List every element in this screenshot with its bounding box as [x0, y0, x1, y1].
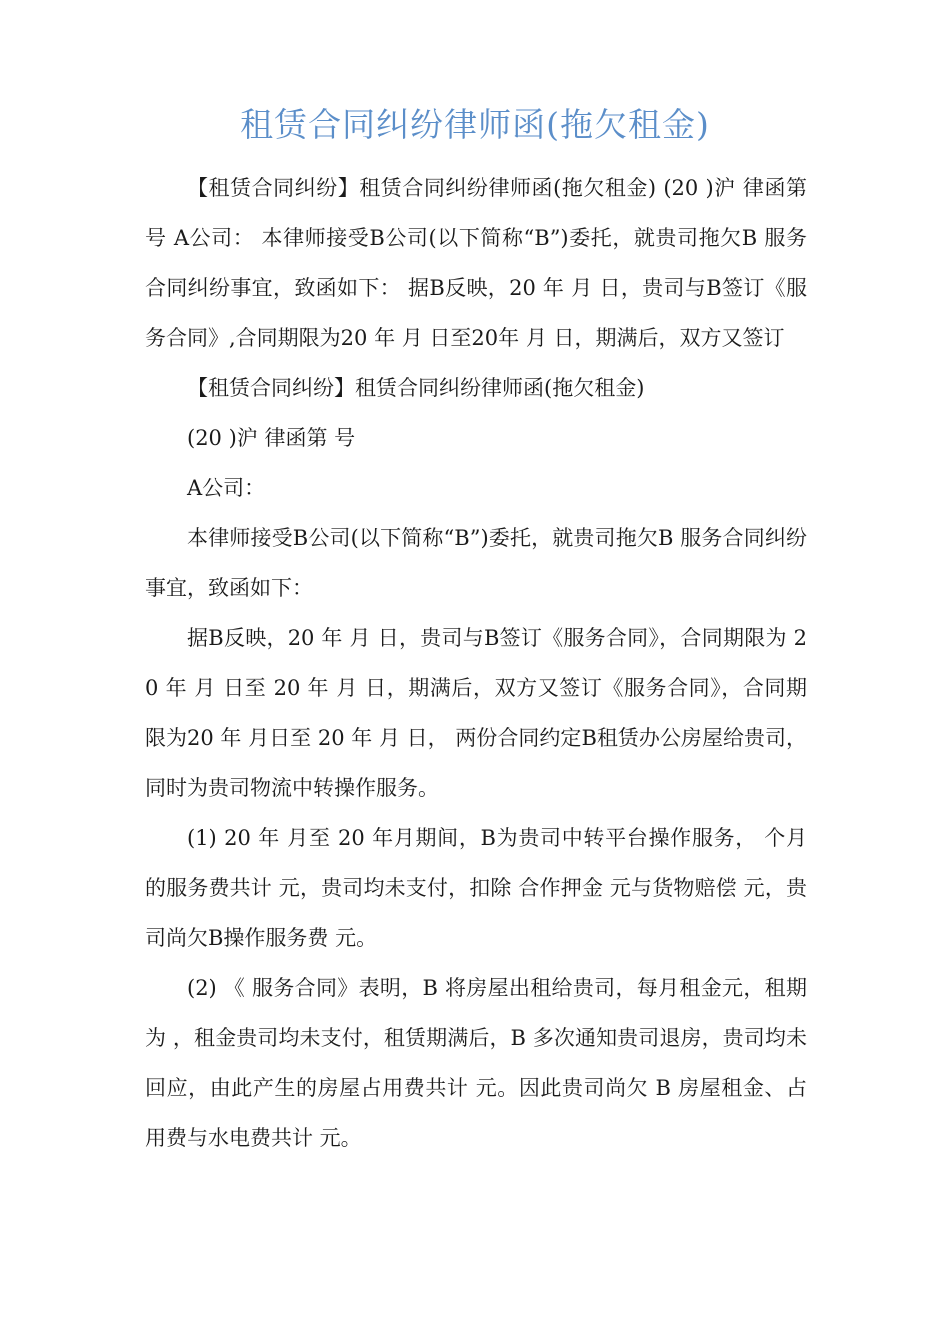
letter-heading: 【租赁合同纠纷】租赁合同纠纷律师函(拖欠租金) — [187, 376, 645, 400]
summary-paragraph: 【租赁合同纠纷】租赁合同纠纷律师函(拖欠租金) (20 )沪 律函第 号 A公司： 本律师接受B公司(以下简称“B”)委托，就贵司拖欠B 服务合同纠纷事宜，致函如下： 据B反映，20 年 月 日，贵司与B签订《服务合同》,合同期限为20 年 月 日至20年 月 日，期满后，双方又签订 — [145, 176, 807, 350]
document-title: 租赁合同纠纷律师函(拖欠租金) — [240, 105, 710, 144]
intro-paragraph: 本律师接受B公司(以下简称“B”)委托，就贵司拖欠B 服务合同纠纷事宜，致函如下： — [145, 526, 807, 600]
item-1-paragraph: (1) 20 年 月至 20 年月期间，B为贵司中转平台操作服务， 个月的服务费共计 元，贵司均未支付，扣除 合作押金 元与货物赔偿 元，贵司尚欠B操作服务费 元。 — [145, 826, 807, 950]
document-body — [145, 163, 807, 1163]
letter-number: (20 )沪 律函第 号 — [187, 426, 356, 450]
facts-paragraph: 据B反映，20 年 月 日，贵司与B签订《服务合同》，合同期限为 20 年 月 日至 20 年 月 日，期满后，双方又签订《服务合同》，合同期限为20 年 月日至 20 年 月 日， 两份合同约定B租赁办公房屋给贵司，同时为贵司物流中转操作服务。 — [145, 626, 807, 800]
item-2-paragraph: (2) 《 服务合同》表明，B 将房屋出租给贵司，每月租金元，租期为 ，租金贵司均未支付，租赁期满后，B 多次通知贵司退房，贵司均未回应，由此产生的房屋占用费共计 元。因此贵司尚欠 B 房屋租金、占用费与水电费共计 元。 — [145, 976, 807, 1150]
recipient-line: A公司： — [187, 476, 266, 500]
